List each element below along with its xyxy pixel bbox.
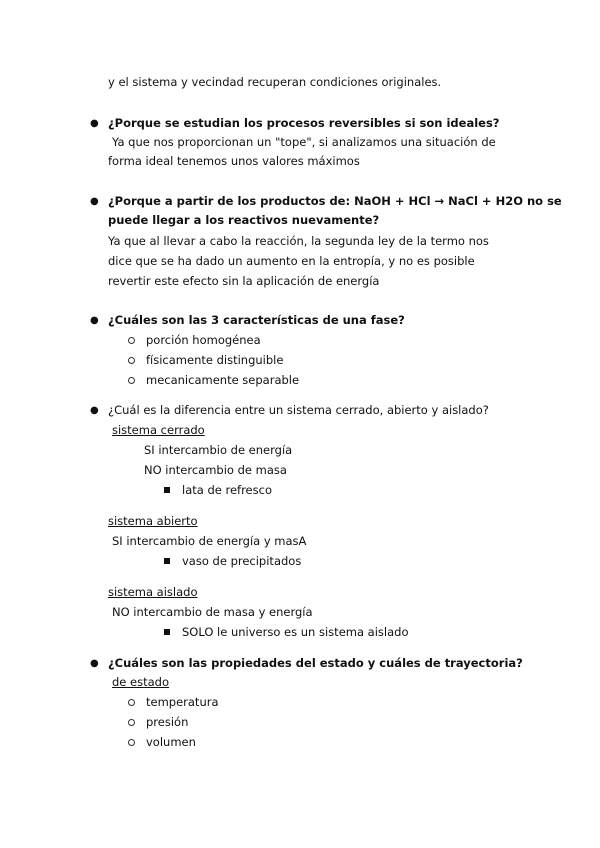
cerrado-line-2: NO intercambio de masa [144,463,287,477]
circle-bullet-icon [128,357,135,364]
question-5: ¿Cuáles son las propiedades del estado y cuáles de trayectoria? [108,656,523,670]
answer-2-line-3: revertir este efecto sin la aplicación de energía [108,274,380,288]
question-4: ¿Cuál es la diferencia entre un sistema cerrado, abierto y aislado? [108,403,489,417]
answer-1-line-1: Ya que nos proporcionan un "tope", si analizamos una situación de [112,135,496,149]
question-2-line-2: puede llegar a los reactivos nuevamente? [108,213,380,227]
abierto-title: sistema abierto [108,514,198,528]
question-2-line-1: ¿Porque a partir de los productos de: NaOH + HCl → NaCl + H2O no se [108,194,562,208]
aislado-line: NO intercambio de masa y energía [112,605,313,619]
cerrado-title: sistema cerrado [112,423,205,437]
list-item: físicamente distinguible [146,353,284,367]
cerrado-example: lata de refresco [182,483,272,497]
square-bullet-icon [164,629,170,635]
circle-bullet-icon [128,699,135,706]
cerrado-line-1: SI intercambio de energía [144,443,293,457]
square-bullet-icon [164,487,170,493]
list-item: porción homogénea [146,333,261,347]
abierto-example: vaso de precipitados [182,554,302,568]
intro-line: y el sistema y vecindad recuperan condiciones originales. [108,75,442,89]
abierto-line: SI intercambio de energía y masA [112,534,307,548]
circle-bullet-icon [128,719,135,726]
bullet-icon: ● [90,405,99,416]
question-3: ¿Cuáles son las 3 características de una fase? [108,313,405,327]
estado-subtitle: de estado [112,675,169,689]
circle-bullet-icon [128,377,135,384]
circle-bullet-icon [128,739,135,746]
answer-1-line-2: forma ideal tenemos unos valores máximos [108,154,360,168]
list-item: presión [146,715,189,729]
aislado-title: sistema aislado [108,585,198,599]
bullet-icon: ● [90,196,99,207]
aislado-example: SOLO le universo es un sistema aislado [182,625,409,639]
list-item: volumen [146,735,196,749]
answer-2-line-1: Ya que al llevar a cabo la reacción, la segunda ley de la termo nos [108,234,489,248]
bullet-icon: ● [90,118,99,129]
circle-bullet-icon [128,337,135,344]
bullet-icon: ● [90,658,99,669]
answer-2-line-2: dice que se ha dado un aumento en la entropía, y no es posible [108,254,475,268]
question-1: ¿Porque se estudian los procesos reversibles si son ideales? [108,116,500,130]
list-item: mecanicamente separable [146,373,300,387]
square-bullet-icon [164,558,170,564]
bullet-icon: ● [90,315,99,326]
list-item: temperatura [146,695,219,709]
